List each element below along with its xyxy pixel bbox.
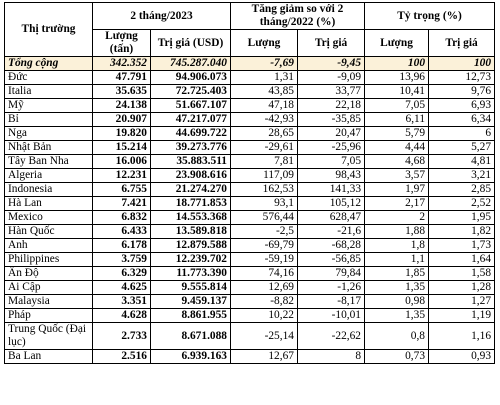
value-share-cell: 6,93 bbox=[429, 99, 495, 113]
value-share-cell: 1,64 bbox=[429, 253, 495, 267]
value-change-cell: -35,85 bbox=[298, 113, 365, 127]
table-row bbox=[5, 350, 495, 364]
table-row bbox=[5, 71, 495, 85]
qty-change-cell: 43,85 bbox=[231, 85, 298, 99]
qty-change-cell: 7,81 bbox=[231, 155, 298, 169]
value-cell: 13.589.818 bbox=[151, 225, 231, 239]
qty-change-cell: 576,44 bbox=[231, 211, 298, 225]
qty-share-cell: 0,8 bbox=[365, 323, 429, 350]
qty-cell: 35.635 bbox=[93, 85, 151, 99]
market-cell: Philippines bbox=[5, 253, 93, 267]
qty-share-cell: 5,79 bbox=[365, 127, 429, 141]
table-row bbox=[5, 197, 495, 211]
table-row bbox=[5, 267, 495, 281]
market-cell: Tổng cộng bbox=[5, 57, 93, 71]
value-share-cell: 5,27 bbox=[429, 141, 495, 155]
value-change-cell: 141,33 bbox=[298, 183, 365, 197]
table-row bbox=[5, 113, 495, 127]
qty-change-cell: 74,16 bbox=[231, 267, 298, 281]
qty-share-cell: 1,35 bbox=[365, 281, 429, 295]
value-share-cell: 9,76 bbox=[429, 85, 495, 99]
qty-cell: 24.138 bbox=[93, 99, 151, 113]
value-change-cell: 20,47 bbox=[298, 127, 365, 141]
value-cell: 8.671.088 bbox=[151, 323, 231, 350]
qty-cell: 20.907 bbox=[93, 113, 151, 127]
total-row bbox=[5, 57, 495, 71]
value-cell: 8.861.955 bbox=[151, 309, 231, 323]
value-change-cell: -9,45 bbox=[298, 57, 365, 71]
qty-share-cell: 3,57 bbox=[365, 169, 429, 183]
value-cell: 51.667.107 bbox=[151, 99, 231, 113]
header-market: Thị trường bbox=[5, 3, 93, 57]
qty-change-cell: 1,31 bbox=[231, 71, 298, 85]
market-cell: Hàn Quốc bbox=[5, 225, 93, 239]
qty-share-cell: 2,17 bbox=[365, 197, 429, 211]
value-cell: 44.699.722 bbox=[151, 127, 231, 141]
table-row bbox=[5, 99, 495, 113]
qty-share-cell: 6,11 bbox=[365, 113, 429, 127]
qty-share-cell: 4,68 bbox=[365, 155, 429, 169]
qty-cell: 3.351 bbox=[93, 295, 151, 309]
value-change-cell: -8,17 bbox=[298, 295, 365, 309]
qty-cell: 2.516 bbox=[93, 350, 151, 364]
qty-change-cell: 12,69 bbox=[231, 281, 298, 295]
table-row bbox=[5, 281, 495, 295]
qty-change-cell: 162,53 bbox=[231, 183, 298, 197]
qty-change-cell: -2,5 bbox=[231, 225, 298, 239]
qty-cell: 7.421 bbox=[93, 197, 151, 211]
qty-cell: 4.628 bbox=[93, 309, 151, 323]
table-row bbox=[5, 183, 495, 197]
market-cell: Mỹ bbox=[5, 99, 93, 113]
qty-share-cell: 7,05 bbox=[365, 99, 429, 113]
value-cell: 12.879.588 bbox=[151, 239, 231, 253]
qty-cell: 6.832 bbox=[93, 211, 151, 225]
header-value-share: Trị giá bbox=[429, 30, 495, 57]
market-cell: Đức bbox=[5, 71, 93, 85]
qty-share-cell: 10,41 bbox=[365, 85, 429, 99]
qty-change-cell: -59,19 bbox=[231, 253, 298, 267]
value-cell: 72.725.403 bbox=[151, 85, 231, 99]
table-row bbox=[5, 309, 495, 323]
value-change-cell: 8 bbox=[298, 350, 365, 364]
table-row bbox=[5, 253, 495, 267]
qty-cell: 4.625 bbox=[93, 281, 151, 295]
qty-share-cell: 0,73 bbox=[365, 350, 429, 364]
header-period: 2 tháng/2023 bbox=[93, 3, 231, 30]
qty-cell: 16.006 bbox=[93, 155, 151, 169]
qty-change-cell: -7,69 bbox=[231, 57, 298, 71]
value-share-cell: 0,93 bbox=[429, 350, 495, 364]
value-change-cell: 22,18 bbox=[298, 99, 365, 113]
market-cell: Indonesia bbox=[5, 183, 93, 197]
value-cell: 9.459.137 bbox=[151, 295, 231, 309]
value-cell: 94.906.073 bbox=[151, 71, 231, 85]
value-cell: 18.771.853 bbox=[151, 197, 231, 211]
value-change-cell: 105,12 bbox=[298, 197, 365, 211]
value-cell: 11.773.390 bbox=[151, 267, 231, 281]
table-row bbox=[5, 225, 495, 239]
value-share-cell: 4,81 bbox=[429, 155, 495, 169]
qty-cell: 6.329 bbox=[93, 267, 151, 281]
table-row bbox=[5, 295, 495, 309]
market-cell: Ai Cập bbox=[5, 281, 93, 295]
value-change-cell: -68,28 bbox=[298, 239, 365, 253]
qty-share-cell: 13,96 bbox=[365, 71, 429, 85]
market-cell: Pháp bbox=[5, 309, 93, 323]
market-cell: Italia bbox=[5, 85, 93, 99]
qty-cell: 2.733 bbox=[93, 323, 151, 350]
qty-share-cell: 1,8 bbox=[365, 239, 429, 253]
qty-change-cell: 10,22 bbox=[231, 309, 298, 323]
qty-share-cell: 100 bbox=[365, 57, 429, 71]
header-qty-share: Lượng bbox=[365, 30, 429, 57]
value-change-cell: 33,77 bbox=[298, 85, 365, 99]
header-share: Tỷ trọng (%) bbox=[365, 3, 495, 30]
qty-cell: 6.433 bbox=[93, 225, 151, 239]
market-cell: Malaysia bbox=[5, 295, 93, 309]
qty-change-cell: -25,14 bbox=[231, 323, 298, 350]
export-table-container bbox=[4, 2, 494, 364]
qty-change-cell: 93,1 bbox=[231, 197, 298, 211]
value-share-cell: 1,27 bbox=[429, 295, 495, 309]
market-cell: Trung Quốc (Đại lục) bbox=[5, 323, 93, 350]
qty-share-cell: 0,98 bbox=[365, 295, 429, 309]
qty-change-cell: -69,79 bbox=[231, 239, 298, 253]
value-change-cell: -21,6 bbox=[298, 225, 365, 239]
market-cell: Hà Lan bbox=[5, 197, 93, 211]
value-share-cell: 6 bbox=[429, 127, 495, 141]
market-cell: Bỉ bbox=[5, 113, 93, 127]
value-cell: 21.274.270 bbox=[151, 183, 231, 197]
value-cell: 35.883.511 bbox=[151, 155, 231, 169]
market-cell: Ba Lan bbox=[5, 350, 93, 364]
qty-cell: 19.820 bbox=[93, 127, 151, 141]
header-qty: Lượng (tấn) bbox=[93, 30, 151, 57]
table-row bbox=[5, 85, 495, 99]
header-qty-change: Lượng bbox=[231, 30, 298, 57]
qty-change-cell: -29,61 bbox=[231, 141, 298, 155]
header-value: Trị giá (USD) bbox=[151, 30, 231, 57]
qty-cell: 6.755 bbox=[93, 183, 151, 197]
table-row bbox=[5, 155, 495, 169]
qty-share-cell: 1,35 bbox=[365, 309, 429, 323]
qty-cell: 342.352 bbox=[93, 57, 151, 71]
table-row bbox=[5, 211, 495, 225]
market-cell: Algeria bbox=[5, 169, 93, 183]
market-cell: Anh bbox=[5, 239, 93, 253]
value-share-cell: 1,95 bbox=[429, 211, 495, 225]
value-share-cell: 1,16 bbox=[429, 323, 495, 350]
value-change-cell: -56,85 bbox=[298, 253, 365, 267]
qty-cell: 3.759 bbox=[93, 253, 151, 267]
table-row bbox=[5, 141, 495, 155]
qty-share-cell: 1,1 bbox=[365, 253, 429, 267]
value-share-cell: 1,73 bbox=[429, 239, 495, 253]
value-cell: 14.553.368 bbox=[151, 211, 231, 225]
market-cell: Tây Ban Nha bbox=[5, 155, 93, 169]
qty-cell: 6.178 bbox=[93, 239, 151, 253]
value-cell: 9.555.814 bbox=[151, 281, 231, 295]
value-share-cell: 1,82 bbox=[429, 225, 495, 239]
value-share-cell: 1,58 bbox=[429, 267, 495, 281]
value-share-cell: 100 bbox=[429, 57, 495, 71]
qty-share-cell: 1,97 bbox=[365, 183, 429, 197]
table-row bbox=[5, 169, 495, 183]
qty-cell: 15.214 bbox=[93, 141, 151, 155]
qty-share-cell: 1,88 bbox=[365, 225, 429, 239]
value-change-cell: 79,84 bbox=[298, 267, 365, 281]
value-cell: 39.273.776 bbox=[151, 141, 231, 155]
value-share-cell: 1,19 bbox=[429, 309, 495, 323]
qty-change-cell: -42,93 bbox=[231, 113, 298, 127]
value-share-cell: 2,52 bbox=[429, 197, 495, 211]
market-cell: Nga bbox=[5, 127, 93, 141]
market-cell: Ấn Độ bbox=[5, 267, 93, 281]
value-share-cell: 12,73 bbox=[429, 71, 495, 85]
value-share-cell: 3,21 bbox=[429, 169, 495, 183]
value-change-cell: -22,62 bbox=[298, 323, 365, 350]
qty-share-cell: 4,44 bbox=[365, 141, 429, 155]
qty-change-cell: 47,18 bbox=[231, 99, 298, 113]
table-row bbox=[5, 127, 495, 141]
qty-share-cell: 1,85 bbox=[365, 267, 429, 281]
market-cell: Nhật Bản bbox=[5, 141, 93, 155]
qty-cell: 47.791 bbox=[93, 71, 151, 85]
value-cell: 6.939.163 bbox=[151, 350, 231, 364]
value-change-cell: 628,47 bbox=[298, 211, 365, 225]
qty-share-cell: 2 bbox=[365, 211, 429, 225]
value-cell: 47.217.077 bbox=[151, 113, 231, 127]
table-row bbox=[5, 323, 495, 350]
market-cell: Mexico bbox=[5, 211, 93, 225]
qty-change-cell: 117,09 bbox=[231, 169, 298, 183]
market-table bbox=[4, 2, 495, 364]
value-share-cell: 1,28 bbox=[429, 281, 495, 295]
header-change: Tăng giảm so với 2 tháng/2022 (%) bbox=[231, 3, 365, 30]
value-share-cell: 2,85 bbox=[429, 183, 495, 197]
value-change-cell: 98,43 bbox=[298, 169, 365, 183]
qty-change-cell: 28,65 bbox=[231, 127, 298, 141]
value-change-cell: -25,96 bbox=[298, 141, 365, 155]
value-cell: 745.287.040 bbox=[151, 57, 231, 71]
value-change-cell: 7,05 bbox=[298, 155, 365, 169]
table-row bbox=[5, 239, 495, 253]
value-cell: 12.239.702 bbox=[151, 253, 231, 267]
value-change-cell: -9,09 bbox=[298, 71, 365, 85]
qty-change-cell: -8,82 bbox=[231, 295, 298, 309]
qty-change-cell: 12,67 bbox=[231, 350, 298, 364]
value-change-cell: -1,26 bbox=[298, 281, 365, 295]
qty-cell: 12.231 bbox=[93, 169, 151, 183]
value-change-cell: -10,01 bbox=[298, 309, 365, 323]
header-row-top bbox=[5, 3, 495, 30]
value-cell: 23.908.616 bbox=[151, 169, 231, 183]
header-value-change: Trị giá bbox=[298, 30, 365, 57]
value-share-cell: 6,34 bbox=[429, 113, 495, 127]
